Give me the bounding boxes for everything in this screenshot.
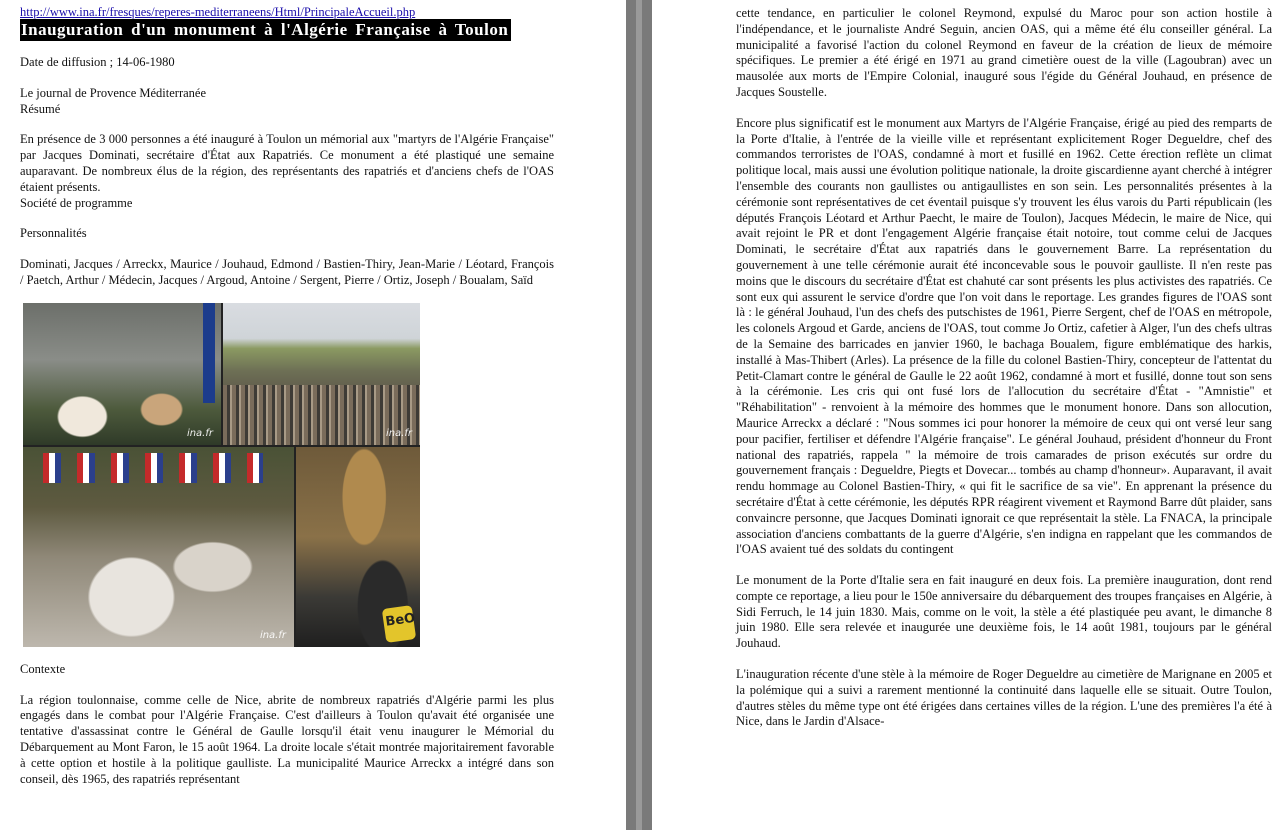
flag-shape xyxy=(203,303,215,403)
page-divider xyxy=(636,0,642,830)
personnalites-list: Dominati, Jacques / Arreckx, Maurice / Jouhaud, Edmond / Bastien-Thiry, Jean-Marie / Léotard, François / Paetch, Arthur / Médecin, Jacques / Argoud, Antoine / Sergent, Pierre / Ortiz, Joseph / Boualam, Saïd xyxy=(20,257,554,287)
photo-rubble xyxy=(23,447,294,647)
broadcast-date: Date de diffusion ; 14-06-1980 xyxy=(20,55,175,69)
contexte-text: La région toulonnaise, comme celle de Nice, abrite de nombreux rapatriés d'Algérie parmi les plus engagés dans le combat pour l'Algérie Française. C'est d'ailleurs à Toulon qu'avait été organisée une tentative d'assassinat contre le Général de Gaulle lorsqu'il était venu inaugurer le Mémorial du Débarquement au Mont Faron, le 15 août 1964. La droite locale s'était montrée majoritairement favorable à cette option et hostile à la politique gaulliste. La municipalité Maurice Arreckx a intégré dans son conseil, dès 1965, des rapatriés représentant xyxy=(20,692,554,786)
photo-ceremony xyxy=(296,447,420,647)
photo-speaker xyxy=(23,303,221,445)
photo-watermark: ina.fr xyxy=(186,427,213,439)
context-paragraph-2: Encore plus significatif est le monument aux Martyrs de l'Algérie Française, érigé au pied des remparts de la Porte d'Italie, à l'entrée de la vieille ville et représentant explicitement Roger Degueldre, chef des commandos terroristes de l'OAS, condamné à mort et fusillé en 1962. Cette érection reflète un climat politique local, mais aussi une évolution politique nationale, la droite giscardienne ayant cherché à intégrer l'ensemble des courants non gaullistes ou antigaullistes en son sein. Les personnalités présentes à la cérémonie sont représentatives de cet éventail puisque s'y trouvent les élus varois du Parti républicain (les députés François Léotard et Arthur Paecht, le maire de Toulon), Jacques Médecin, le maire de Nice, qui avait rejoint le PR et dont l'engagement Algérie française était notoire, tout comme celui de Jacques Dominati, le secrétaire d'État aux rapatriés dans le gouvernement Barre. La représentation du gouvernement à une telle cérémonie aurait été inconcevable sous le pouvoir gaulliste. Il n'en reste pas moins que le discours du secrétaire d'État est chahuté car sont présents les plus activistes des rapatriés. Ce sont eux qui assurent le service d'ordre que l'on voit dans le reportage. Les grandes figures de l'OAS sont là : le général Jouhaud, l'un des chefs des putschistes de 1961, Pierre Sergent, chef de l'OAS en métropole, les colonels Argoud et Garde, anciens de l'OAS, tout comme Jo Ortiz, cafetier à Alger, l'un des chefs ultras de la Semaine des barricades en janvier 1960, le bachaga Boualem, figure emblématique des harkis, installé à Mas-Thibert (Arles). La présence de la fille du colonel Bastien-Thiry, concepteur de l'attentat du Petit-Clamart contre le général de Gaulle le 22 août 1962, condamné à mort et fusillé, donne tout son sens à la cérémonie. Les cris qui ont fusé lors de l'allocution du secrétaire d'État - "Amnistie" et "Réhabilitation" - renvoient à la mémoire des hommes que le monument honore. Dans son allocution, Maurice Arreckx a déclaré : "Nous sommes ici pour honorer la mémoire de ceux qui ont versé leur sang pour pacifier, fertiliser et défendre l'Algérie française". Le général Jouhaud, président d'honneur du Front national des rapatriés, rappela " la mémoire de trois camarades de prison exécutés sur ordre du gouvernement français : Degueldre, Piegts et Dovecar... tombés au champ d'honneur». Auparavant, il avait rendu hommage au Colonel Bastien-Thiry, « qui fit le sacrifice de sa vie". En apprenant la présence du secrétaire d'État à cette cérémonie, les députés RPR réagirent vivement et Raymond Barre dût plaider, sans convaincre personne, que Jacques Dominati ignorait ce que représentait la stèle. La FNACA, la principale association d'anciens combattants de la guerre d'Algérie, s'en indigna en rappelant que les commandos de l'OAS avaient tué des soldats du contingent xyxy=(736,115,1272,557)
context-paragraph-4: L'inauguration récente d'une stèle à la mémoire de Roger Degueldre au cimetière de Marignane en 2005 et la polémique qui a suivi a rarement mentionné la continuité dans laquelle elle se situait. Outre Toulon, d'autres stèles du même type ont été érigées dans certaines villes de la région. L'une des premières l'a été à Nice, dans le Jardin d'Alsace- xyxy=(736,667,1272,729)
document-page-left xyxy=(0,0,626,830)
photo-watermark: ina.fr xyxy=(385,427,412,439)
photo-watermark: ina.fr xyxy=(259,629,286,641)
document-title: Inauguration d'un monument à l'Algérie Française à Toulon xyxy=(20,19,511,41)
flags-shape xyxy=(43,453,263,483)
source-url-link[interactable]: http://www.ina.fr/fresques/reperes-mediterraneens/Html/PrincipaleAccueil.php xyxy=(20,5,416,19)
context-paragraph-1: cette tendance, en particulier le colonel Reymond, expulsé du Maroc pour son action hostile à l'indépendance, et le journaliste André Seguin, ancien OAS, qui a même été élu conseiller général. La municipalité a favorisé l'action du colonel Reymond en faveur de la création de lieux de mémoire spécifiques. Le premier a été érigé en 1971 au grand cimetière ouest de la ville (Lagoubran) avec un mausolée aux morts de l'Empire Colonial, inauguré sous l'égide du Général Jouhaud, en présence de Jacques Soustelle. xyxy=(736,6,1272,99)
resume-text: En présence de 3 000 personnes a été inauguré à Toulon un mémorial aux "martyrs de l'Algérie Française" par Jacques Dominati, secrétaire d'État aux Rapatriés. Ce monument a été plastiqué une semaine auparavant. De nombreux élus de la région, des représentants des rapatriés et d'anciens chefs de l'OAS étaient présents. xyxy=(20,132,554,194)
tv-logo-icon xyxy=(382,605,416,643)
societe-label: Société de programme xyxy=(20,195,133,210)
document-page-right xyxy=(652,0,1280,830)
resume-label: Résumé xyxy=(20,101,61,116)
tv-logo-text: BeO xyxy=(384,610,417,630)
personnalites-label: Personnalités xyxy=(20,226,87,241)
context-paragraph-3: Le monument de la Porte d'Italie sera en fait inauguré en deux fois. La première inauguration, dont rend compte ce reportage, a lieu pour le 150e anniversaire du débarquement des troupes françaises en Algérie, à Sidi Ferruch, le 14 juin 1830. Mais, comme on le voit, la stèle a été plastiquée peu avant, le dimanche 8 juin 1980. Elle sera relevée et inaugurée une deuxième fois, le 14 août 1981, toujours par le général Jouhaud. xyxy=(736,573,1272,651)
contexte-label: Contexte xyxy=(20,661,66,676)
journal-name: Le journal de Provence Méditerranée xyxy=(20,85,207,100)
photo-crowd xyxy=(223,303,420,445)
photo-collage xyxy=(23,303,420,647)
